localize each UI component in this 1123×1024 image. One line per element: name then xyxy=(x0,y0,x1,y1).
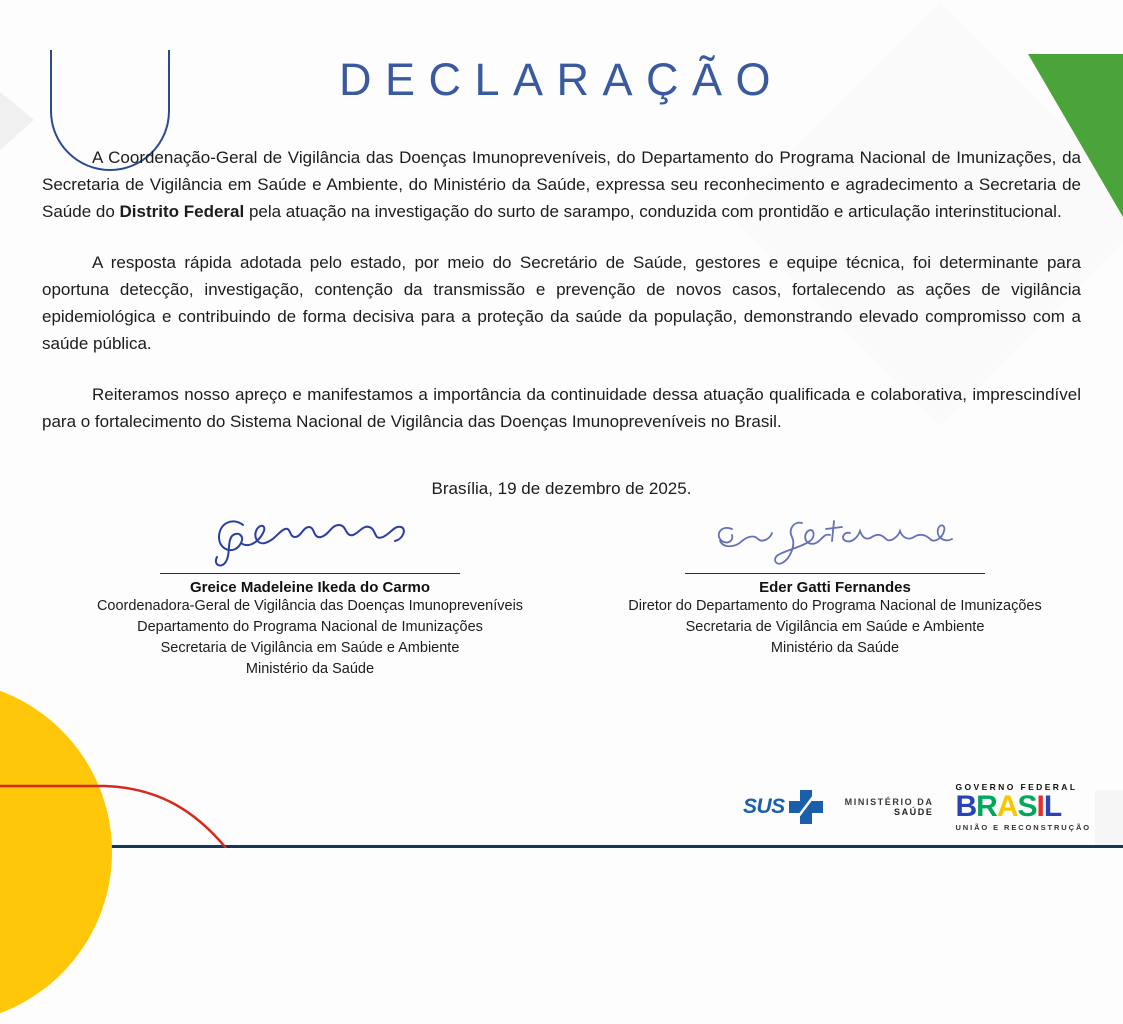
brasil-wordmark xyxy=(955,792,1091,822)
sus-logo xyxy=(743,790,823,824)
declaration-document xyxy=(0,54,1123,680)
yellow-circle-shape xyxy=(0,680,112,1024)
paragraph-1 xyxy=(42,144,1081,225)
signature-greice-icon xyxy=(205,511,415,569)
signature-block-greice xyxy=(70,507,550,680)
signatory-name: Eder Gatti Fernandes xyxy=(759,579,911,596)
signatory-name: Greice Madeleine Ikeda do Carmo xyxy=(189,579,431,596)
background-faint-corner xyxy=(1095,790,1123,845)
signature-eder-image xyxy=(605,507,1065,569)
signatory-role: Diretor do Departamento do Programa Nacional de Imunizações xyxy=(628,598,1042,614)
brasil-letter: B xyxy=(955,790,977,823)
signature-eder-icon xyxy=(710,511,960,569)
signatory-role: Secretaria de Vigilância em Saúde e Ambiente xyxy=(160,640,460,656)
ministry-of-health-wordmark xyxy=(845,797,934,817)
ministry-line2: SAÚDE xyxy=(893,807,934,817)
ministry-line1: MINISTÉRIO DA xyxy=(844,797,934,807)
brasil-letter: S xyxy=(1017,790,1037,823)
paragraph-3: Reiteramos nosso apreço e manifestamos a importância da continuidade dessa atuação qualificada e colaborativa, imprescindível para o fortalecimento do Sistema Nacional de Vigilância das Doenças Imunopreveníveis no Brasil. xyxy=(42,385,1081,431)
page-title: DECLARAÇÃO xyxy=(338,54,785,105)
signature-rule xyxy=(160,573,460,574)
red-curve-shape xyxy=(0,754,260,848)
signature-rule xyxy=(685,573,985,574)
brasil-letter: I xyxy=(1036,790,1044,823)
governo-federal-label: GOVERNO FEDERAL xyxy=(955,782,1078,792)
brasil-letter: L xyxy=(1043,790,1062,823)
paragraph-1-end: pela atuação na investigação do surto de sarampo, conduzida com prontidão e articulação interinstitucional. xyxy=(244,202,1062,221)
signatory-role: Departamento do Programa Nacional de Imunizações xyxy=(137,619,483,635)
signatory-role: Coordenadora-Geral de Vigilância das Doenças Imunopreveníveis xyxy=(96,598,524,614)
sus-logo-label: SUS xyxy=(742,795,785,818)
brasil-letter: R xyxy=(976,790,997,823)
footer-logos xyxy=(743,782,1091,832)
signature-greice-image xyxy=(70,507,550,569)
paragraph-1-bold-highlight: Distrito Federal xyxy=(119,202,245,221)
signatory-role: Ministério da Saúde xyxy=(770,640,900,656)
signatory-role: Ministério da Saúde xyxy=(245,661,375,677)
date-line: Brasília, 19 de dezembro de 2025. xyxy=(431,479,692,498)
signatory-role: Secretaria de Vigilância em Saúde e Ambiente xyxy=(685,619,985,635)
paragraph-1-start: A Coordenação-Geral de Vigilância das Doenças Imunopreveníveis, do Departamento do Programa Nacional de Imunizações, da Secretaria de Vigilância em Saúde e Ambiente, do Ministério da Saúde, expressa seu reconhecimento e agradecimento a Secretaria de Saúde do xyxy=(42,148,1081,221)
federal-government-logo xyxy=(955,782,1091,832)
signature-section xyxy=(0,507,1123,680)
sus-cross-icon xyxy=(789,790,823,824)
paragraph-2: A resposta rápida adotada pelo estado, por meio do Secretário de Saúde, gestores e equipe técnica, foi determinante para oportuna detecção, investigação, contenção da transmissão e prevenção de novos casos, fortalecendo as ações de vigilância epidemiológica e contribuindo de forma decisiva para a proteção da saúde da população, demonstrando elevado compromisso com a saúde pública. xyxy=(42,253,1081,353)
brasil-letter: A xyxy=(996,790,1018,823)
body-text xyxy=(42,144,1081,435)
signature-block-eder xyxy=(605,507,1065,680)
uniao-reconstrucao-label: UNIÃO E RECONSTRUÇÃO xyxy=(955,823,1091,832)
